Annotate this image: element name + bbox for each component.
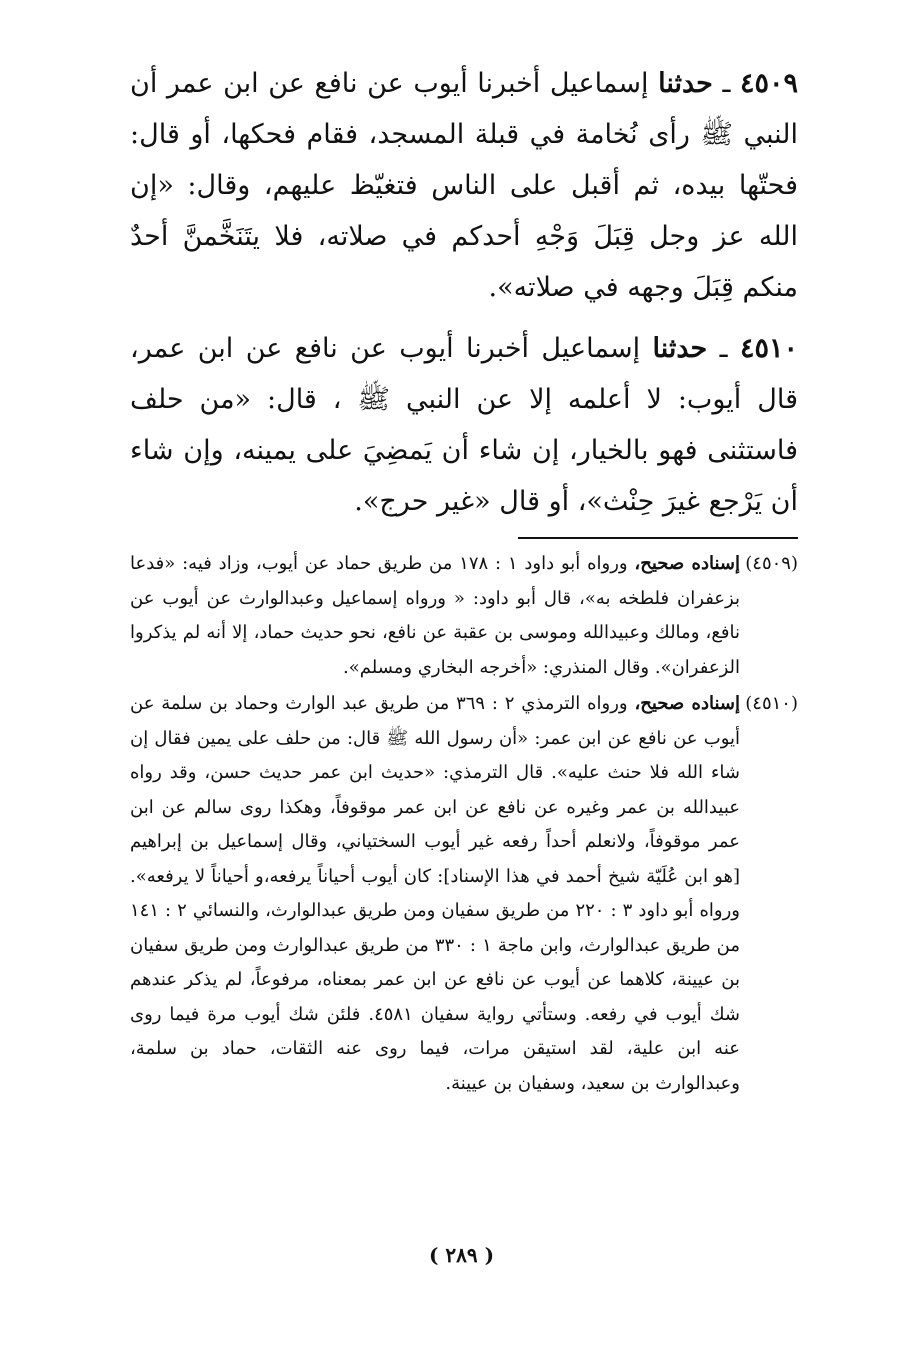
hadith-text: إسماعيل أخبرنا أيوب عن نافع عن ابن عمر، قال أيوب: لا أعلمه إلا عن النبي ﷺ ، قال: «من حلف فاستثنى فهو بالخيار، إن شاء أن يَمضِيَ على يمينه، وإن شاء أن يَرْجع غيرَ حِنْث»، أو قال «غير حرج».: [130, 333, 798, 517]
footnote-divider: [518, 537, 798, 539]
dash: ـ: [707, 333, 728, 364]
hadith-opener: حدثنا: [652, 333, 708, 364]
hadith-number: ٤٥٠٩: [739, 68, 798, 99]
page-body: [130, 58, 798, 1103]
hadith-number: ٤٥١٠: [739, 333, 798, 364]
hadith-4509: [130, 58, 798, 313]
hadith-opener: حدثنا: [658, 68, 713, 99]
footnote-text: ورواه الترمذي ٢ : ٣٦٩ من طريق عبد الوارث وحماد بن سلمة عن أيوب عن نافع عن ابن عمر: «أن رسول الله ﷺ قال: من حلف على يمين فقال إن شاء الله فلا حنث عليه». قال الترمذي: «حديث ابن عمر حديث حسن، وقد رواه عبيدالله بن عمر وغيره عن نافع عن ابن عمر موقوفاً، وهكذا روى سالم عن ابن عمر موقوفاً، ولانعلم أحداً رفعه غير أيوب السختياني، وقال إسماعيل بن إبراهيم [هو ابن عُلَيّة شيخ أحمد في هذا الإسناد]: كان أيوب أحياناً يرفعه،و أحياناً لا يرفعه». ورواه أبو داود ٣ : ٢٢٠ من طريق سفيان ومن طريق عبدالوارث، والنسائي ٢ : ١٤١ من طريق عبدالوارث، وابن ماجة ١ : ٣٣٠ من طريق عبدالوارث ومن طريق سفيان بن عيينة، كلاهما عن أيوب عن نافع عن ابن عمر بمعناه، مرفوعاً، لم يذكر عندهم شك أيوب في رفعه. وستأتي رواية سفيان ٤٥٨١. فلئن شك أيوب مرة فيما روى عنه ابن علية، لقد استيقن مرات، فيما روى عنه الثقات، حماد بن سلمة، وعبدالوارث بن سعيد، وسفيان بن عيينة.: [130, 693, 740, 1094]
footnote-text: ورواه أبو داود ١ : ١٧٨ من طريق حماد عن أيوب، وزاد فيه: «فدعا بزعفران فلطخه به»، قال أبو داود: « ورواه إسماعيل وعبدالوارث عن أيوب عن نافع، ومالك وعبيدالله وموسى بن عقبة عن نافع، نحو حديث حماد، إلا أنه لم يذكروا الزعفران». وقال المنذري: «أخرجه البخاري ومسلم».: [130, 553, 741, 678]
hadith-4510: [130, 323, 798, 527]
page-number: ( ٢٨٩ ): [428, 1243, 495, 1267]
footnote-verdict: إسناده صحيح،: [634, 693, 740, 714]
footnote-4509: [130, 547, 798, 685]
footnote-ref: (٤٥٠٩): [745, 553, 798, 574]
footnote-verdict: إسناده صحيح،: [634, 553, 740, 574]
hadith-text: إسماعيل أخبرنا أيوب عن نافع عن ابن عمر أن النبي ﷺ رأى نُخامة في قبلة المسجد، فقام فحكها، أو قال: فحتّها بيده، ثم أقبل على الناس فتغيّظ عليهم، وقال: «إن الله عز وجل قِبَلَ وَجْهِ أحدكم في صلاته، فلا يتَنَخَّمنَّ أحدٌ منكم قِبَلَ وجهه في صلاته».: [130, 68, 799, 303]
dash: ـ: [712, 68, 731, 99]
footnote-4510: [130, 687, 798, 1101]
footnote-ref: (٤٥١٠): [745, 693, 798, 714]
